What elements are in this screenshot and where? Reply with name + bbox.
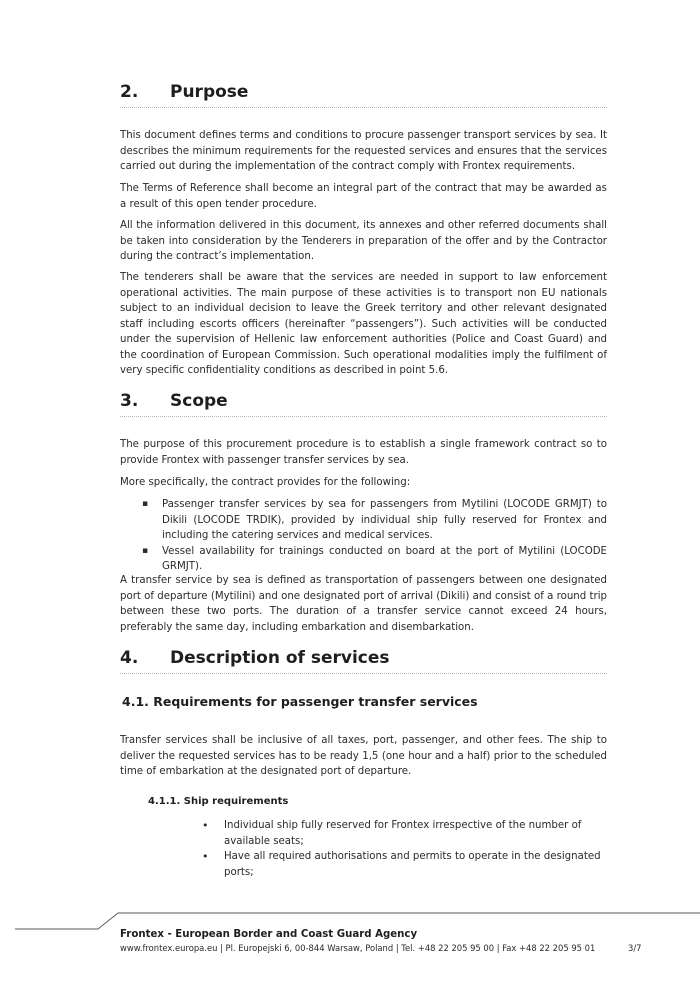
section-3-paragraph-1: The purpose of this procurement procedure is to establish a single framework contract so to provide Frontex with passenger transfer services by sea.	[120, 439, 607, 466]
ship-requirements-list	[200, 818, 607, 880]
section-3-number: 3.	[120, 391, 139, 411]
scope-bullet-item: ▪ Passenger transfer services by sea for passengers from Mytilini (LOCODE GRMJT) to Dikili (LOCODE TRDIK), provided by individual ship fully reserved for Frontex and including the catering services and medical services.	[120, 497, 607, 544]
section-2-paragraph-2: The Terms of Reference shall become an integral part of the contract that may be awarded as a result of this open tender procedure.	[120, 183, 607, 210]
section-2-paragraph-1: This document defines terms and conditions to procure passenger transport services by sea. It describes the minimum requirements for the requested services and ensures that the services carried out during the implementation of the contract comply with Frontex requirements.	[120, 130, 607, 172]
subsection-4-1-paragraph: Transfer services shall be inclusive of all taxes, port, passenger, and other fees. The ship to deliver the requested services has to be ready 1,5 (one hour and a half) prior to the scheduled time of embarkation at the designated port of departure.	[120, 735, 607, 777]
section-4-number: 4.	[120, 648, 139, 668]
section-2-heading	[120, 82, 607, 108]
section-2-title: Purpose	[170, 82, 249, 102]
section-3-heading	[120, 391, 607, 417]
scope-bullet-item: ▪ Vessel availability for trainings conducted on board at the port of Mytilini (LOCODE GRMJT).	[120, 544, 607, 575]
section-2-paragraph-3: All the information delivered in this document, its annexes and other referred documents shall be taken into consideration by the Tenderers in preparation of the offer and by the Contractor during the contract’s implementation.	[120, 220, 607, 262]
section-4-title: Description of services	[170, 648, 390, 668]
scope-bullet-list	[120, 497, 607, 575]
ship-requirement-item: • Have all required authorisations and permits to operate in the designated ports;	[200, 849, 607, 880]
section-2-number: 2.	[120, 82, 139, 102]
section-2-paragraph-4: The tenderers shall be aware that the services are needed in support to law enforcement operational activities. The main purpose of these activities is to transport non EU nationals subject to an individual decision to leave the Greek territory and other relevant designated staff including escorts officers (hereinafter “passengers”). Such activities will be conducted under the supervision of Hellenic law enforcement authorities (Police and Coast Guard) and the coordination of European Commission. Such operational modalities imply the fulfilment of very specific confidentiality conditions as described in point 5.6.	[120, 272, 607, 376]
subsection-4-1-1-title: 4.1.1. Ship requirements	[148, 796, 289, 807]
section-4-heading	[120, 648, 607, 674]
footer-contact-line: www.frontex.europa.eu | Pl. Europejski 6, 00-844 Warsaw, Poland | Tel. +48 22 205 95 00 | Fax +48 22 205 95 01	[120, 943, 596, 953]
footer-organisation: Frontex - European Border and Coast Guard Agency	[120, 929, 418, 940]
section-3-paragraph-3: A transfer service by sea is defined as transportation of passengers between one designated port of departure (Mytilini) and one designated port of arrival (Dikili) and consist of a round trip between these two ports. The duration of a transfer service cannot exceed 24 hours, preferably the same day, including embarkation and disembarkation.	[120, 575, 607, 633]
subsection-4-1-title: 4.1. Requirements for passenger transfer services	[122, 694, 478, 709]
section-3-paragraph-2: More specifically, the contract provides for the following:	[120, 477, 411, 488]
section-3-title: Scope	[170, 391, 228, 411]
ship-requirement-item: • Individual ship fully reserved for Frontex irrespective of the number of available seats;	[200, 818, 607, 849]
page-number: 3/7	[628, 943, 642, 953]
